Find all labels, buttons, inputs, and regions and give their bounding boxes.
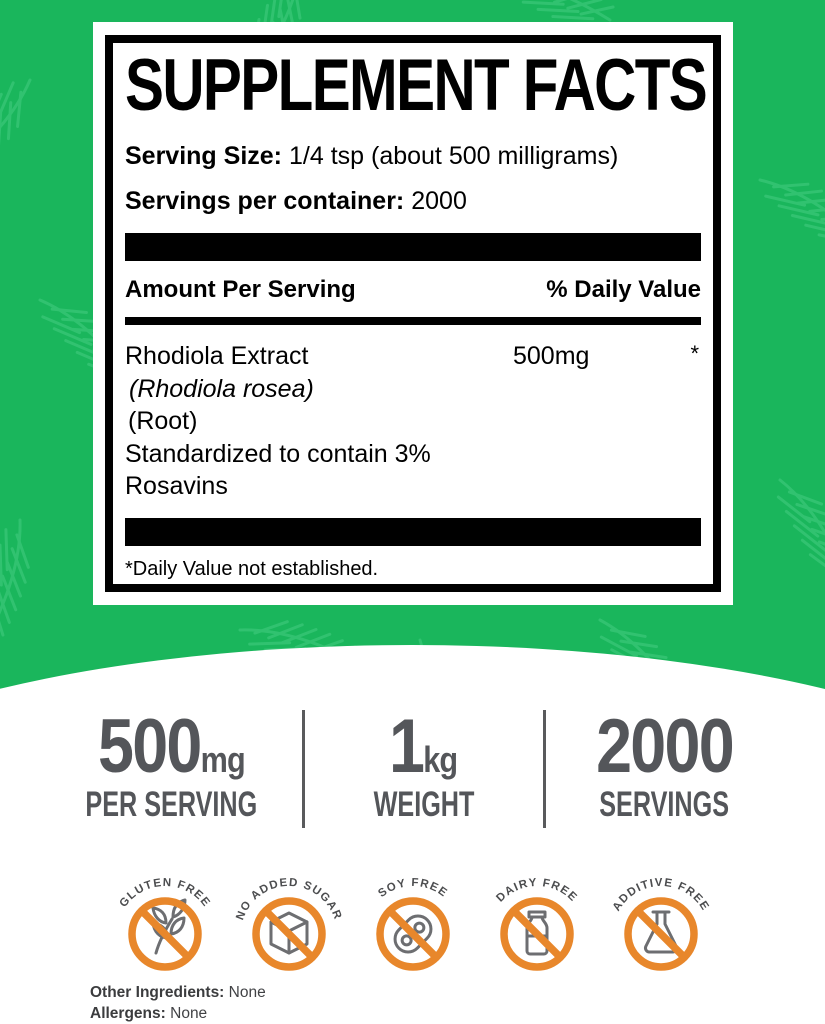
stat-weight-unit: kg — [423, 739, 458, 780]
ingredient-standardization-line1: Standardized to contain 3% — [125, 439, 431, 468]
supplement-facts-panel — [93, 22, 733, 605]
stat-weight — [311, 704, 537, 825]
stats-row — [0, 704, 825, 828]
gluten-free-badge — [109, 856, 221, 976]
soy-free-label: SOY FREE — [375, 876, 450, 900]
stat-divider — [543, 710, 546, 828]
dairy-free-badge — [481, 856, 593, 976]
allergens-value: None — [170, 1005, 208, 1022]
gluten-free-label: GLUTEN FREE — [116, 876, 213, 910]
table-header-row — [125, 276, 701, 304]
separator-bar-thick — [125, 518, 701, 546]
footer-ingredients — [90, 982, 266, 1024]
stat-weight-value: 1 — [389, 704, 424, 789]
stat-per-serving-label: PER SERVING — [85, 785, 258, 824]
stat-per-serving-value: 500 — [98, 704, 201, 789]
no-added-sugar-label: NO ADDED SUGAR — [233, 876, 344, 922]
other-ingredients-line — [90, 982, 266, 1003]
ingredient-standardization-line2: Rosavins — [125, 472, 228, 500]
separator-bar-thick — [125, 233, 701, 261]
stat-per-serving-unit: mg — [200, 739, 245, 780]
serving-size-value: 1/4 tsp (about 500 milligrams) — [289, 142, 619, 170]
serving-size-line — [125, 142, 701, 171]
separator-bar-thin — [125, 317, 701, 325]
daily-value-header: % Daily Value — [546, 276, 701, 303]
ingredient-botanical-name: (Rhodiola rosea) — [129, 374, 314, 403]
stat-divider — [302, 710, 305, 828]
stat-weight-label: WEIGHT — [373, 785, 474, 824]
supplement-facts-title: SUPPLEMENT FACTS — [125, 45, 707, 126]
additive-free-label: ADDITIVE FREE — [610, 876, 711, 914]
other-ingredients-label: Other Ingredients: — [90, 984, 225, 1001]
amount-per-serving-header: Amount Per Serving — [125, 276, 356, 303]
stat-servings-value: 2000 — [596, 704, 733, 789]
allergens-label: Allergens: — [90, 1005, 166, 1022]
ingredient-amount: 500mg — [513, 342, 590, 370]
ingredient-row — [125, 340, 701, 503]
stat-servings-label: SERVINGS — [599, 785, 730, 824]
supplement-facts-border — [105, 35, 721, 592]
ingredient-name: Rhodiola Extract — [125, 342, 309, 370]
no-added-sugar-badge — [233, 856, 345, 976]
servings-per-container-line — [125, 187, 701, 216]
servings-per-container-value: 2000 — [411, 187, 467, 215]
other-ingredients-value: None — [228, 984, 266, 1001]
daily-value-footnote: *Daily Value not established. — [125, 557, 379, 580]
stat-servings — [552, 704, 778, 825]
stat-per-serving — [48, 704, 296, 825]
ingredient-daily-value-asterisk: * — [690, 341, 699, 366]
allergens-line — [90, 1003, 266, 1024]
ingredient-plant-part: (Root) — [128, 407, 198, 435]
soy-free-badge — [357, 856, 469, 976]
free-of-badges-row — [0, 856, 825, 976]
additive-free-badge — [605, 856, 717, 976]
serving-size-label: Serving Size: — [125, 142, 282, 170]
servings-per-container-label: Servings per container: — [125, 187, 405, 215]
dairy-free-label: DAIRY FREE — [493, 876, 580, 905]
